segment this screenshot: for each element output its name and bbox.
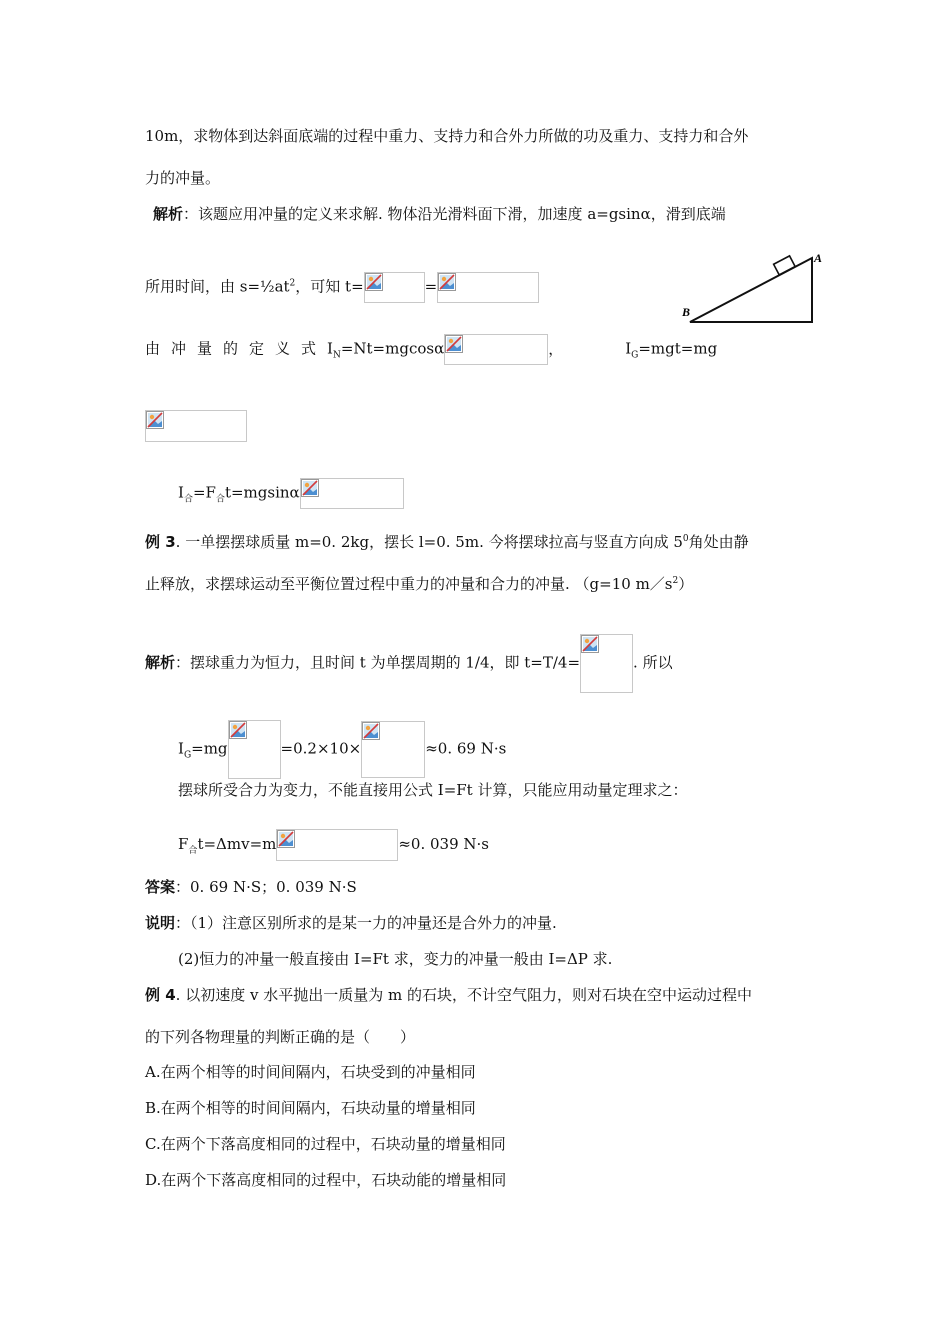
text-line-1: 10m，求物体到达斜面底端的过程中重力、支持力和合外力所做的功及重力、支持力和合外 [145, 127, 749, 145]
formula-image [361, 721, 425, 778]
example-4-label: 例 4 [145, 986, 176, 1004]
option-b: B.在两个相等的时间间隔内，石块动量的增量相同 [145, 1099, 476, 1117]
broken-image-icon [362, 722, 380, 740]
broken-image-icon [146, 411, 164, 429]
note-line-1: 说明：（1）注意区别所求的是某一力的冲量还是合外力的冲量. [145, 914, 557, 932]
incline-figure [678, 250, 838, 330]
analysis-label: 解析 [145, 653, 176, 672]
momentum-theorem-line: $F_合t=\Delta mv=m$ ≈0. 039 N·s [178, 829, 489, 861]
option-d: D.在两个下落高度相同的过程中，石块动能的增量相同 [145, 1171, 507, 1189]
formula-image [364, 272, 425, 303]
note-label: 说明 [145, 914, 176, 932]
example-4-line-1: 例 4. 以初速度 v 水平抛出一质量为 m 的石块，不计空气阻力，则对石块在空中运动过程中 [145, 986, 752, 1004]
broken-image-icon [229, 721, 247, 739]
formula-image [437, 272, 539, 303]
broken-image-icon [438, 273, 456, 291]
text-line-2: 力的冲量。 [145, 169, 221, 187]
broken-image-icon [301, 479, 319, 497]
net-impulse-line: $I_合=F_合t=mgsin\alpha$ [178, 478, 404, 509]
formula-image [580, 634, 633, 693]
formula-image [444, 334, 548, 365]
example-3-label: 例 3 [145, 533, 176, 551]
impulse-definition-line: 由冲量的定义式$I_N=Nt=mgcos\alpha$ ， $I_G=mgt=mg$ [145, 334, 717, 365]
answer-line: 答案：0. 69 N·S；0. 039 N·S [145, 878, 357, 896]
broken-image-icon [445, 335, 463, 353]
time-formula-line: 所用时间，由 $s=\frac{1}{2}at^2$，可知 t= = [145, 272, 539, 303]
example-3-line-1: 例 3. 一单摆摆球质量 m=0. 2kg，摆长 l=0. 5m. 今将摆球拉高与竖直方向成 $5^0$角处由静 [145, 533, 749, 551]
option-a: A.在两个相等的时间间隔内，石块受到的冲量相同 [145, 1063, 476, 1081]
label-a: A [814, 251, 823, 265]
option-c: C.在两个下落高度相同的过程中，石块动量的增量相同 [145, 1135, 506, 1153]
formula-image [145, 410, 247, 442]
analysis-paragraph-2: 解析：摆球重力为恒力，且时间 t 为单摆周期的 1/4，即 t=T/4= . 所以 [145, 634, 673, 693]
broken-image-icon [365, 273, 383, 291]
label-b: B [682, 305, 691, 319]
formula-image [276, 829, 398, 861]
example-4-line-2: 的下列各物理量的判断正确的是（ ） [145, 1028, 416, 1046]
analysis-paragraph-1: 解析：该题应用冲量的定义来求解. 物体沿光滑料面下滑，加速度 a=gsinα，滑到底端 [153, 205, 726, 223]
formula-image-line [145, 410, 247, 442]
resultant-force-line: 摆球所受合力为变力，不能直接用公式 I=Ft 计算，只能应用动量定理求之： [178, 781, 688, 799]
formula-image [228, 720, 281, 779]
analysis-label: 解析 [153, 205, 184, 223]
note-line-2: (2)恒力的冲量一般直接由 I=Ft 求，变力的冲量一般由 I=ΔP 求. [178, 950, 613, 968]
broken-image-icon [581, 635, 599, 653]
sliding-block [774, 256, 796, 275]
example-3-line-2: 止释放，求摆球运动至平衡位置过程中重力的冲量和合力的冲量. （g=10 $m/s^2$） [145, 575, 694, 593]
broken-image-icon [277, 830, 295, 848]
answer-label: 答案 [145, 878, 176, 896]
formula-image [300, 478, 404, 509]
gravity-impulse-line: $I_G=mg$ =0.2×10× ≈0. 69 N·s [178, 720, 506, 779]
